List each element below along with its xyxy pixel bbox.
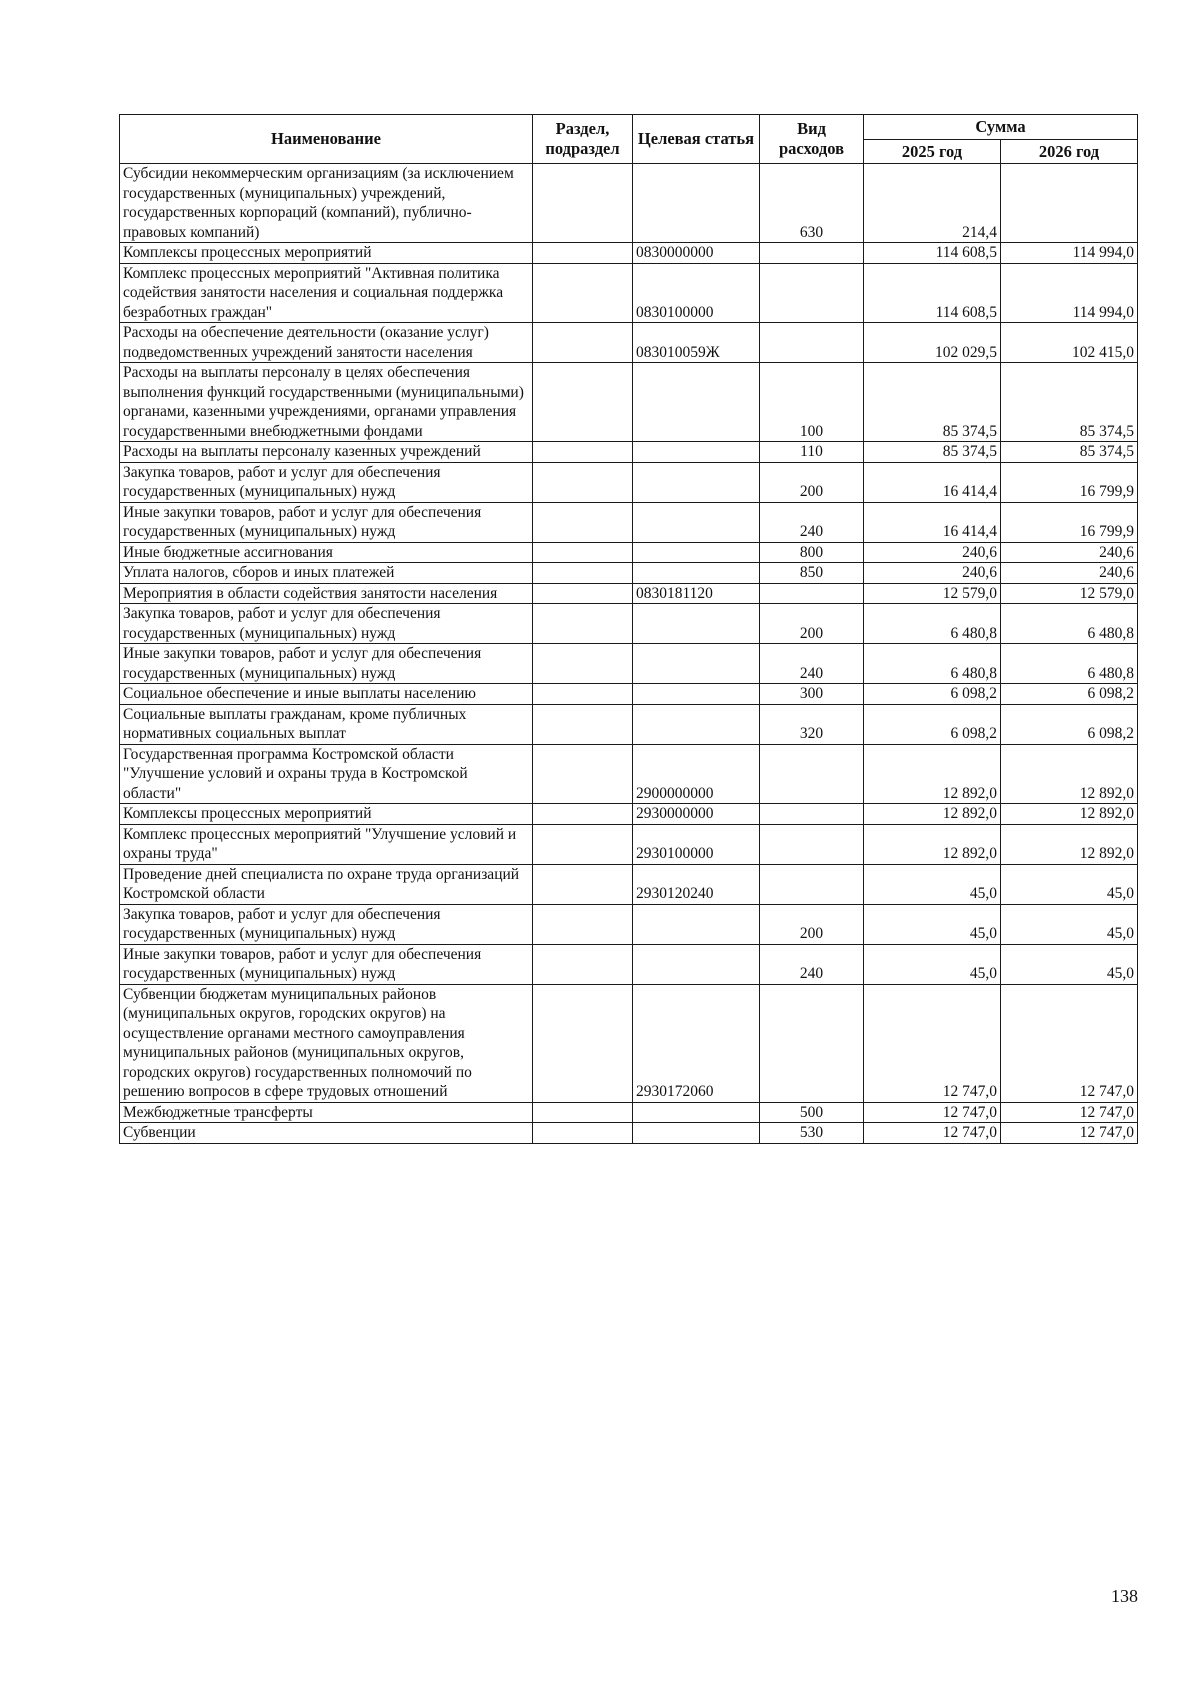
row-sum-2026: 114 994,0 bbox=[1001, 243, 1138, 264]
row-sum-2025: 12 747,0 bbox=[864, 1123, 1001, 1144]
row-target bbox=[633, 644, 760, 684]
table-body bbox=[120, 164, 1138, 1144]
row-sum-2025: 114 608,5 bbox=[864, 243, 1001, 264]
row-sum-2025: 240,6 bbox=[864, 563, 1001, 584]
table-row bbox=[120, 704, 1138, 744]
table-header bbox=[120, 115, 1138, 164]
row-target bbox=[633, 164, 760, 243]
row-name: Расходы на выплаты персоналу казенных учреждений bbox=[120, 442, 533, 463]
row-kind: 240 bbox=[760, 644, 864, 684]
row-kind: 200 bbox=[760, 904, 864, 944]
row-kind bbox=[760, 864, 864, 904]
row-section bbox=[533, 644, 633, 684]
row-section bbox=[533, 442, 633, 463]
row-sum-2025: 102 029,5 bbox=[864, 323, 1001, 363]
row-name: Социальное обеспечение и иные выплаты населению bbox=[120, 684, 533, 705]
row-kind: 100 bbox=[760, 363, 864, 442]
table-row bbox=[120, 583, 1138, 604]
row-name: Иные бюджетные ассигнования bbox=[120, 542, 533, 563]
row-sum-2025: 12 747,0 bbox=[864, 984, 1001, 1102]
row-kind: 110 bbox=[760, 442, 864, 463]
row-section bbox=[533, 1123, 633, 1144]
row-sum-2026: 6 098,2 bbox=[1001, 684, 1138, 705]
table-row bbox=[120, 644, 1138, 684]
row-sum-2025: 6 480,8 bbox=[864, 604, 1001, 644]
row-kind: 500 bbox=[760, 1102, 864, 1123]
row-sum-2026: 12 747,0 bbox=[1001, 984, 1138, 1102]
row-sum-2026: 12 892,0 bbox=[1001, 824, 1138, 864]
table-row bbox=[120, 944, 1138, 984]
row-kind: 850 bbox=[760, 563, 864, 584]
row-sum-2026: 45,0 bbox=[1001, 904, 1138, 944]
header-target: Целевая статья bbox=[633, 115, 760, 164]
row-target bbox=[633, 704, 760, 744]
row-name: Закупка товаров, работ и услуг для обеспечения государственных (муниципальных) нужд bbox=[120, 904, 533, 944]
row-sum-2026: 240,6 bbox=[1001, 542, 1138, 563]
row-target bbox=[633, 563, 760, 584]
row-sum-2025: 114 608,5 bbox=[864, 263, 1001, 323]
row-sum-2025: 16 414,4 bbox=[864, 502, 1001, 542]
header-kind: Вид расходов bbox=[760, 115, 864, 164]
row-section bbox=[533, 604, 633, 644]
row-kind bbox=[760, 243, 864, 264]
row-sum-2025: 12 892,0 bbox=[864, 804, 1001, 825]
row-sum-2026: 6 480,8 bbox=[1001, 604, 1138, 644]
row-sum-2026: 6 480,8 bbox=[1001, 644, 1138, 684]
header-name: Наименование bbox=[120, 115, 533, 164]
row-sum-2026: 16 799,9 bbox=[1001, 462, 1138, 502]
row-target: 2900000000 bbox=[633, 744, 760, 804]
row-sum-2025: 45,0 bbox=[864, 944, 1001, 984]
row-name: Субсидии некоммерческим организациям (за исключением государственных (муниципальных) учреждений, государственных корпораций (компаний), публично-правовых компаний) bbox=[120, 164, 533, 243]
row-sum-2026: 45,0 bbox=[1001, 944, 1138, 984]
row-section bbox=[533, 944, 633, 984]
row-section bbox=[533, 704, 633, 744]
row-section bbox=[533, 824, 633, 864]
row-section bbox=[533, 744, 633, 804]
row-kind bbox=[760, 824, 864, 864]
table-row bbox=[120, 744, 1138, 804]
row-kind bbox=[760, 583, 864, 604]
row-name: Иные закупки товаров, работ и услуг для обеспечения государственных (муниципальных) нужд bbox=[120, 944, 533, 984]
row-section bbox=[533, 164, 633, 243]
row-target bbox=[633, 363, 760, 442]
row-sum-2026: 12 747,0 bbox=[1001, 1123, 1138, 1144]
row-name: Субвенции бюджетам муниципальных районов (муниципальных округов, городских округов) на осуществление органами местного самоуправления муниципальных районов (муниципальных округов, городских округов) государственных полномочий по решению вопросов в сфере трудовых отношений bbox=[120, 984, 533, 1102]
row-sum-2025: 45,0 bbox=[864, 864, 1001, 904]
row-name: Комплекс процессных мероприятий "Улучшение условий и охраны труда" bbox=[120, 824, 533, 864]
row-section bbox=[533, 502, 633, 542]
row-target: 0830000000 bbox=[633, 243, 760, 264]
row-kind: 530 bbox=[760, 1123, 864, 1144]
row-target: 2930120240 bbox=[633, 864, 760, 904]
row-kind: 320 bbox=[760, 704, 864, 744]
header-year-2025: 2025 год bbox=[864, 140, 1001, 164]
row-sum-2025: 12 579,0 bbox=[864, 583, 1001, 604]
row-target: 0830181120 bbox=[633, 583, 760, 604]
row-sum-2025: 16 414,4 bbox=[864, 462, 1001, 502]
row-sum-2026: 12 892,0 bbox=[1001, 804, 1138, 825]
row-name: Межбюджетные трансферты bbox=[120, 1102, 533, 1123]
row-section bbox=[533, 904, 633, 944]
row-target bbox=[633, 542, 760, 563]
row-sum-2025: 240,6 bbox=[864, 542, 1001, 563]
table-row bbox=[120, 442, 1138, 463]
table-row bbox=[120, 164, 1138, 243]
table-row bbox=[120, 904, 1138, 944]
row-sum-2026: 85 374,5 bbox=[1001, 442, 1138, 463]
row-sum-2025: 6 480,8 bbox=[864, 644, 1001, 684]
row-section bbox=[533, 684, 633, 705]
row-sum-2025: 12 892,0 bbox=[864, 824, 1001, 864]
row-sum-2026: 6 098,2 bbox=[1001, 704, 1138, 744]
table-row bbox=[120, 323, 1138, 363]
row-name: Комплексы процессных мероприятий bbox=[120, 243, 533, 264]
table-row bbox=[120, 824, 1138, 864]
row-section bbox=[533, 1102, 633, 1123]
row-target bbox=[633, 1123, 760, 1144]
row-sum-2026: 102 415,0 bbox=[1001, 323, 1138, 363]
row-name: Комплексы процессных мероприятий bbox=[120, 804, 533, 825]
row-sum-2026: 16 799,9 bbox=[1001, 502, 1138, 542]
row-target: 2930100000 bbox=[633, 824, 760, 864]
row-sum-2025: 214,4 bbox=[864, 164, 1001, 243]
row-name: Иные закупки товаров, работ и услуг для обеспечения государственных (муниципальных) нужд bbox=[120, 644, 533, 684]
row-section bbox=[533, 583, 633, 604]
table-row bbox=[120, 263, 1138, 323]
row-target bbox=[633, 442, 760, 463]
row-target bbox=[633, 684, 760, 705]
row-target: 2930000000 bbox=[633, 804, 760, 825]
row-name: Расходы на обеспечение деятельности (оказание услуг) подведомственных учреждений занятости населения bbox=[120, 323, 533, 363]
row-kind: 240 bbox=[760, 502, 864, 542]
header-year-2026: 2026 год bbox=[1001, 140, 1138, 164]
row-sum-2026 bbox=[1001, 164, 1138, 243]
table-row bbox=[120, 804, 1138, 825]
row-section bbox=[533, 462, 633, 502]
row-kind bbox=[760, 804, 864, 825]
row-target bbox=[633, 1102, 760, 1123]
row-kind: 200 bbox=[760, 604, 864, 644]
row-kind: 200 bbox=[760, 462, 864, 502]
table-row bbox=[120, 563, 1138, 584]
row-name: Расходы на выплаты персоналу в целях обеспечения выполнения функций государственными (муниципальными) органами, казенными учреждениями, органами управления государственными внебюджетными фондами bbox=[120, 363, 533, 442]
row-kind: 800 bbox=[760, 542, 864, 563]
table-row bbox=[120, 864, 1138, 904]
row-kind: 240 bbox=[760, 944, 864, 984]
row-name: Закупка товаров, работ и услуг для обеспечения государственных (муниципальных) нужд bbox=[120, 604, 533, 644]
row-target bbox=[633, 904, 760, 944]
row-kind bbox=[760, 263, 864, 323]
row-name: Мероприятия в области содействия занятости населения bbox=[120, 583, 533, 604]
row-sum-2026: 114 994,0 bbox=[1001, 263, 1138, 323]
row-target: 083010059Ж bbox=[633, 323, 760, 363]
row-target bbox=[633, 462, 760, 502]
row-kind bbox=[760, 984, 864, 1102]
row-section bbox=[533, 363, 633, 442]
row-name: Проведение дней специалиста по охране труда организаций Костромской области bbox=[120, 864, 533, 904]
row-sum-2025: 12 892,0 bbox=[864, 744, 1001, 804]
row-name: Иные закупки товаров, работ и услуг для обеспечения государственных (муниципальных) нужд bbox=[120, 502, 533, 542]
row-section bbox=[533, 864, 633, 904]
row-target bbox=[633, 944, 760, 984]
row-sum-2026: 45,0 bbox=[1001, 864, 1138, 904]
row-section bbox=[533, 323, 633, 363]
page-number: 138 bbox=[1111, 1586, 1138, 1606]
table-row bbox=[120, 1102, 1138, 1123]
table-row bbox=[120, 684, 1138, 705]
row-kind bbox=[760, 323, 864, 363]
row-name: Государственная программа Костромской области "Улучшение условий и охраны труда в Костромской области" bbox=[120, 744, 533, 804]
header-sum: Сумма bbox=[864, 115, 1138, 140]
row-section bbox=[533, 243, 633, 264]
row-sum-2025: 85 374,5 bbox=[864, 442, 1001, 463]
table-row bbox=[120, 502, 1138, 542]
row-sum-2025: 85 374,5 bbox=[864, 363, 1001, 442]
row-name: Субвенции bbox=[120, 1123, 533, 1144]
row-target: 2930172060 bbox=[633, 984, 760, 1102]
table-row bbox=[120, 1123, 1138, 1144]
table-row bbox=[120, 462, 1138, 502]
row-sum-2026: 85 374,5 bbox=[1001, 363, 1138, 442]
row-target bbox=[633, 502, 760, 542]
row-sum-2026: 12 579,0 bbox=[1001, 583, 1138, 604]
row-kind bbox=[760, 744, 864, 804]
row-section bbox=[533, 542, 633, 563]
table-row bbox=[120, 243, 1138, 264]
row-kind: 630 bbox=[760, 164, 864, 243]
row-target bbox=[633, 604, 760, 644]
table-row bbox=[120, 363, 1138, 442]
row-section bbox=[533, 263, 633, 323]
row-target: 0830100000 bbox=[633, 263, 760, 323]
row-section bbox=[533, 563, 633, 584]
row-sum-2025: 45,0 bbox=[864, 904, 1001, 944]
table-row bbox=[120, 604, 1138, 644]
budget-table bbox=[119, 114, 1138, 1144]
header-section: Раздел, подраздел bbox=[533, 115, 633, 164]
row-sum-2026: 240,6 bbox=[1001, 563, 1138, 584]
row-sum-2025: 6 098,2 bbox=[864, 684, 1001, 705]
row-name: Закупка товаров, работ и услуг для обеспечения государственных (муниципальных) нужд bbox=[120, 462, 533, 502]
row-name: Уплата налогов, сборов и иных платежей bbox=[120, 563, 533, 584]
row-sum-2026: 12 747,0 bbox=[1001, 1102, 1138, 1123]
row-name: Комплекс процессных мероприятий "Активная политика содействия занятости населения и социальная поддержка безработных граждан" bbox=[120, 263, 533, 323]
row-kind: 300 bbox=[760, 684, 864, 705]
row-section bbox=[533, 804, 633, 825]
row-sum-2025: 12 747,0 bbox=[864, 1102, 1001, 1123]
table-row bbox=[120, 984, 1138, 1102]
table-row bbox=[120, 542, 1138, 563]
row-sum-2026: 12 892,0 bbox=[1001, 744, 1138, 804]
row-sum-2025: 6 098,2 bbox=[864, 704, 1001, 744]
row-section bbox=[533, 984, 633, 1102]
row-name: Социальные выплаты гражданам, кроме публичных нормативных социальных выплат bbox=[120, 704, 533, 744]
